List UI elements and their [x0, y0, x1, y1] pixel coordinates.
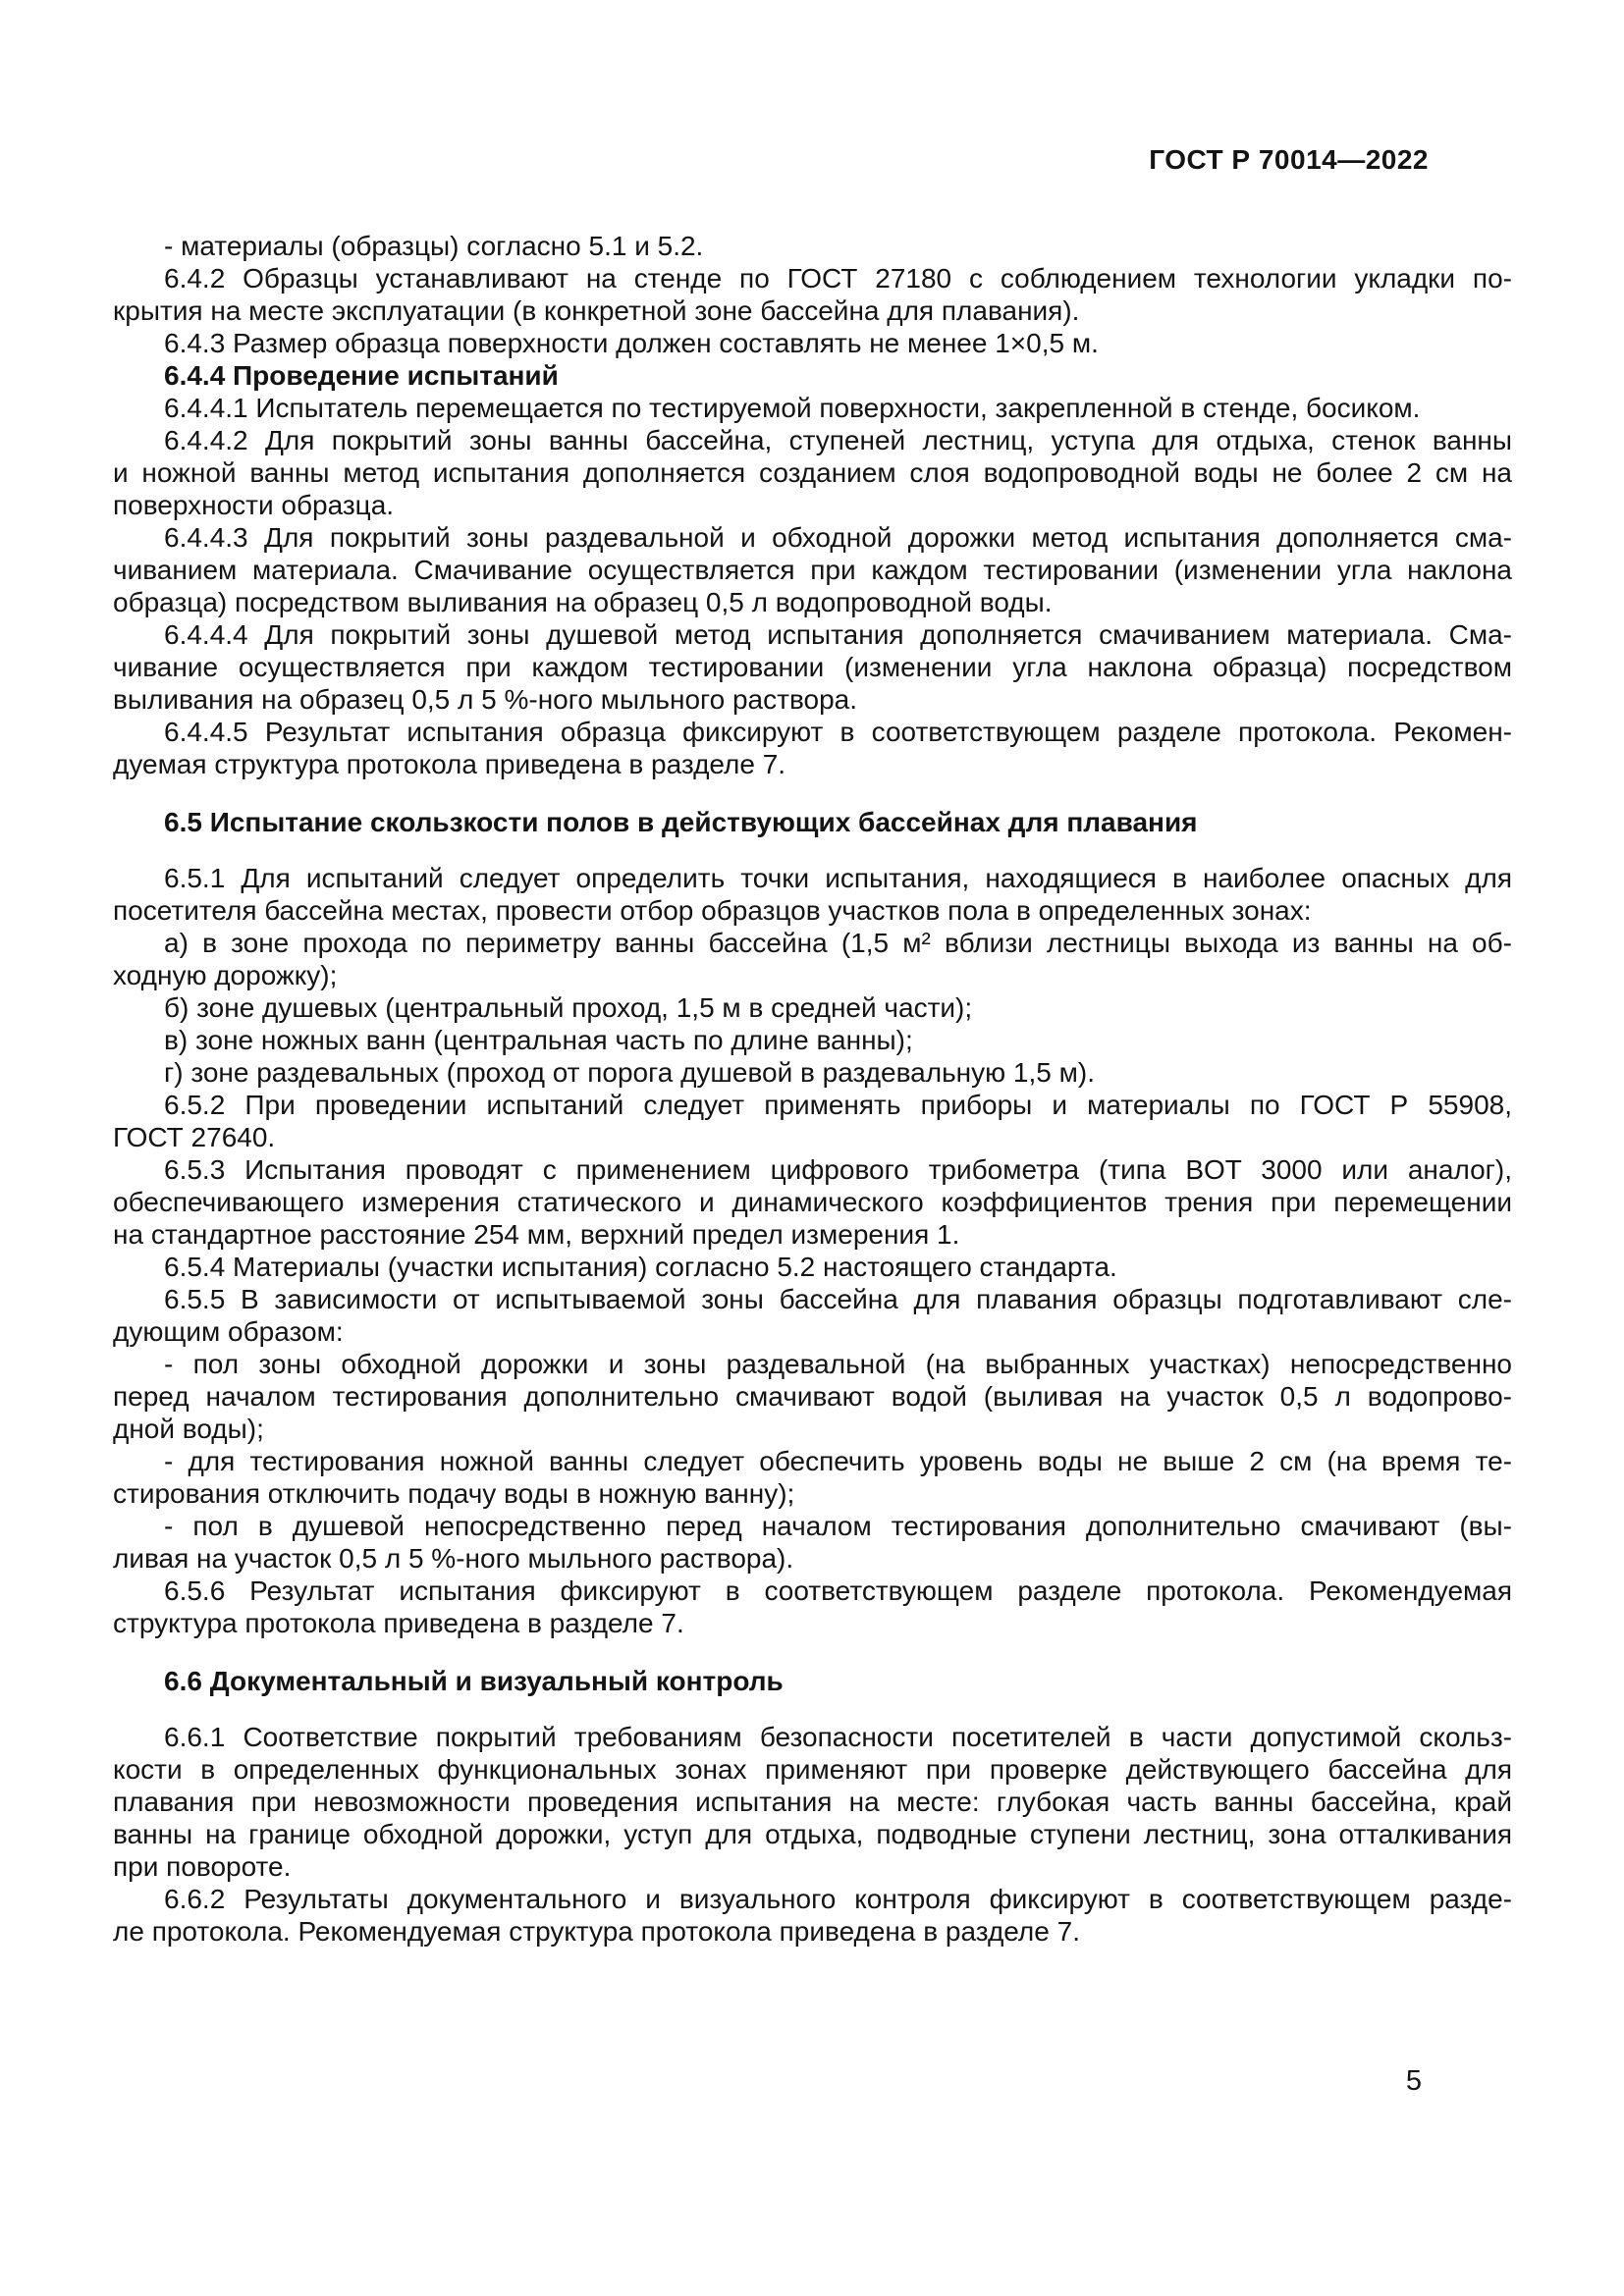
standard-number-header: ГОСТ Р 70014—2022	[1149, 144, 1429, 175]
text-line: кости в определенных функциональных зонах применяют при проверке действующего бассейна для	[113, 1754, 1512, 1785]
text-line: 6.5.6 Результат испытания фиксируют в соответствующем разделе протокола. Рекомендуемая	[164, 1575, 1512, 1606]
text-line: плавания при невозможности проведения испытания на месте: глубокая часть ванны бассейна, край	[113, 1787, 1512, 1817]
paragraph	[113, 1056, 1512, 1089]
text-line: 6.4.4.4 Для покрытий зоны душевой метод испытания дополняется смачиванием материала. Сма-	[164, 619, 1512, 650]
text-line: 6.6.2 Результаты документального и визуального контроля фиксируют в соответствующем разде-	[164, 1884, 1512, 1914]
text-line: дуемая структура протокола приведена в разделе 7.	[113, 749, 786, 779]
text-line: 6.4.4.1 Испытатель перемещается по тестируемой поверхности, закрепленной в стенде, босиком.	[164, 393, 1421, 423]
text-line: ле протокола. Рекомендуемая структура протокола приведена в разделе 7.	[113, 1916, 1080, 1947]
paragraph	[113, 1089, 1512, 1153]
text-line: на стандартное расстояние 254 мм, верхний предел измерения 1.	[113, 1219, 960, 1250]
text-line: 6.5.1 Для испытаний следует определить точки испытания, находящиеся в наиболее опасных для	[164, 863, 1512, 893]
text-line: - для тестирования ножной ванны следует обеспечить уровень воды не выше 2 см (на время те-	[164, 1446, 1512, 1476]
text-line: чивание осуществляется при каждом тестировании (изменении угла наклона образца) посредством	[113, 652, 1512, 682]
text-line: - пол в душевой непосредственно перед началом тестирования дополнительно смачивают (вы-	[164, 1511, 1512, 1541]
paragraph	[113, 1348, 1512, 1445]
text-line: 6.5.5 В зависимости от испытываемой зоны бассейна для плавания образцы подготавливают сле-	[164, 1284, 1512, 1314]
text-line: 6.4.4.2 Для покрытий зоны ванны бассейна, ступеней лестниц, уступа для отдыха, стенок ванны	[164, 425, 1512, 455]
paragraph	[113, 262, 1512, 327]
text-line: перед началом тестирования дополнительно смачивают водой (выливая на участок 0,5 л водопрово-	[113, 1381, 1512, 1412]
paragraph	[113, 230, 1512, 262]
text-line: 6.6 Документальный и визуальный контроль	[164, 1666, 784, 1696]
paragraph	[113, 1283, 1512, 1348]
text-line: 6.4.2 Образцы устанавливают на стенде по ГОСТ 27180 с соблюдением технологии укладки по-	[164, 263, 1512, 294]
text-line: а) в зоне прохода по периметру ванны бассейна (1,5 м² вблизи лестницы выхода из ванны на об-	[164, 928, 1512, 958]
text-line: при повороте.	[113, 1851, 292, 1882]
text-line: ливая на участок 0,5 л 5 %-ного мыльного раствора).	[113, 1543, 794, 1574]
text-line: дующим образом:	[113, 1316, 344, 1347]
text-line: структура протокола приведена в разделе 7.	[113, 1608, 684, 1638]
text-line: стирования отключить подачу воды в ножную ванну);	[113, 1478, 795, 1509]
text-line: ходную дорожку);	[113, 960, 338, 990]
text-line: посетителя бассейна местах, провести отбор образцов участков пола в определенных зонах:	[113, 895, 1312, 926]
paragraph	[113, 359, 1512, 392]
paragraph	[113, 927, 1512, 991]
text-line: обеспечивающего измерения статического и динамического коэффициентов трения при перемещении	[113, 1187, 1512, 1217]
text-line: ГОСТ 27640.	[113, 1122, 276, 1152]
paragraph	[113, 1575, 1512, 1639]
text-line: - материалы (образцы) согласно 5.1 и 5.2.	[164, 231, 704, 261]
paragraph	[113, 716, 1512, 780]
text-line: дной воды);	[113, 1414, 264, 1444]
text-line: крытия на месте эксплуатации (в конкретной зоне бассейна для плавания).	[113, 295, 1080, 326]
page-number: 5	[1405, 2065, 1423, 2097]
text-line: ванны на границе обходной дорожки, уступ для отдыха, подводные ступени лестниц, зона отталкивания	[113, 1819, 1512, 1849]
text-line: 6.5.4 Материалы (участки испытания) согласно 5.2 настоящего стандарта.	[164, 1252, 1117, 1282]
text-line: выливания на образец 0,5 л 5 %-ного мыльного раствора.	[113, 684, 858, 715]
paragraph	[113, 521, 1512, 618]
paragraph	[113, 1153, 1512, 1251]
paragraph	[113, 1883, 1512, 1948]
paragraph	[113, 618, 1512, 716]
text-line: и ножной ванны метод испытания дополняется созданием слоя водопроводной воды не более 2 см на	[113, 457, 1512, 488]
paragraph	[113, 424, 1512, 521]
paragraph	[113, 991, 1512, 1024]
text-line: 6.5.3 Испытания проводят с применением цифрового трибометра (типа BOT 3000 или аналог),	[164, 1154, 1512, 1185]
text-line: б) зоне душевых (центральный проход, 1,5 м в средней части);	[164, 992, 973, 1023]
paragraph	[113, 1721, 1512, 1883]
text-line: образца) посредством выливания на образец 0,5 л водопроводной воды.	[113, 587, 1053, 617]
paragraph	[113, 1251, 1512, 1283]
section-heading	[113, 1665, 1512, 1697]
paragraph	[113, 1510, 1512, 1575]
text-line: г) зоне раздевальных (проход от порога душевой в раздевальную 1,5 м).	[164, 1057, 1095, 1088]
text-line: 6.4.4.5 Результат испытания образца фиксируют в соответствующем разделе протокола. Рекомен-	[164, 717, 1512, 747]
text-line: чиванием материала. Смачивание осуществляется при каждом тестировании (изменении угла наклона	[113, 555, 1512, 585]
paragraph	[113, 327, 1512, 359]
text-line: - пол зоны обходной дорожки и зоны раздевальной (на выбранных участках) непосредственно	[164, 1349, 1512, 1379]
text-line: 6.4.4 Проведение испытаний	[164, 360, 559, 391]
text-line: 6.4.3 Размер образца поверхности должен составлять не менее 1×0,5 м.	[164, 328, 1099, 358]
text-line: 6.4.4.3 Для покрытий зоны раздевальной и обходной дорожки метод испытания дополняется сма-	[164, 522, 1512, 553]
section-heading	[113, 806, 1512, 838]
paragraph	[113, 392, 1512, 424]
paragraph	[113, 862, 1512, 927]
text-line: в) зоне ножных ванн (центральная часть по длине ванны);	[164, 1025, 913, 1055]
text-line: 6.5 Испытание скользкости полов в действующих бассейнах для плавания	[164, 807, 1198, 837]
text-line: 6.6.1 Соответствие покрытий требованиям безопасности посетителей в части допустимой скольз-	[164, 1722, 1512, 1752]
paragraph	[113, 1445, 1512, 1510]
text-line: 6.5.2 При проведении испытаний следует применять приборы и материалы по ГОСТ Р 55908,	[164, 1090, 1512, 1120]
paragraph	[113, 1024, 1512, 1056]
document-body	[113, 230, 1512, 1948]
text-line: поверхности образца.	[113, 490, 395, 520]
